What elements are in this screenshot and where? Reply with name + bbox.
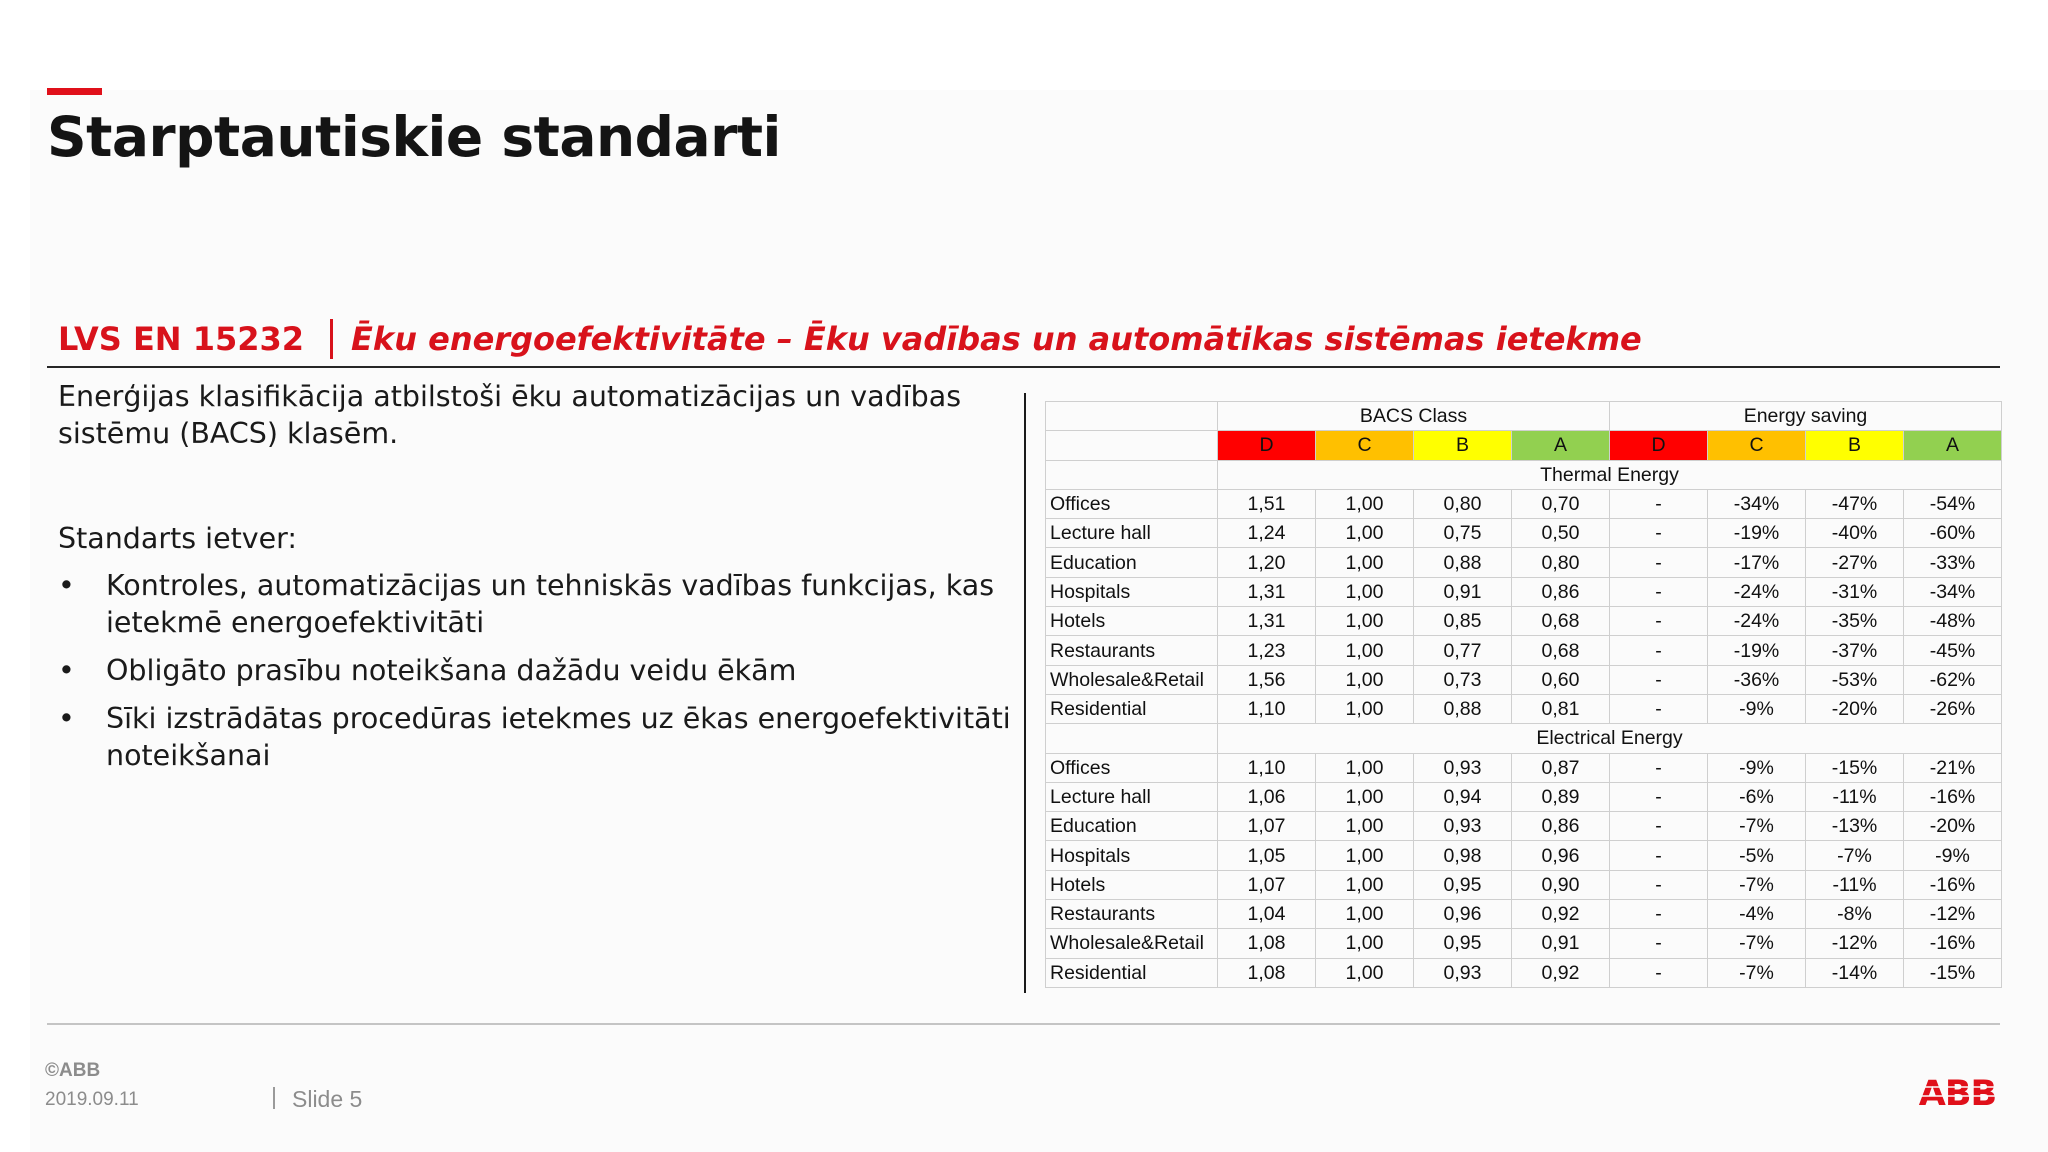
table-row (1046, 577, 2002, 606)
value-cell: 1,00 (1316, 665, 1414, 694)
table-row (1046, 548, 2002, 577)
value-cell: 0,95 (1414, 870, 1512, 899)
footer-date: 2019.09.11 (45, 1089, 139, 1110)
section-title: Thermal Energy (1218, 460, 2002, 489)
value-cell: -62% (1904, 665, 2002, 694)
table-row (1046, 929, 2002, 958)
value-cell: 1,00 (1316, 841, 1414, 870)
bullet-marker: • (58, 569, 75, 602)
value-cell: -12% (1806, 929, 1904, 958)
value-cell: -5% (1708, 841, 1806, 870)
title-accent-bar (47, 88, 102, 95)
building-type-cell: Hotels (1046, 870, 1218, 899)
building-type-cell: Residential (1046, 694, 1218, 723)
energy-saving-header: Energy saving (1610, 402, 2002, 431)
value-cell: -9% (1708, 753, 1806, 782)
slide-number: Slide 5 (292, 1086, 363, 1112)
value-cell: 0,96 (1414, 900, 1512, 929)
value-cell: 1,00 (1316, 753, 1414, 782)
value-cell: 0,93 (1414, 753, 1512, 782)
bullet-item (58, 567, 1018, 641)
building-type-cell: Offices (1046, 753, 1218, 782)
group-header-row (1046, 402, 2002, 431)
value-cell: -35% (1806, 607, 1904, 636)
value-cell: -21% (1904, 753, 2002, 782)
value-cell: -13% (1806, 812, 1904, 841)
table-row (1046, 812, 2002, 841)
value-cell: - (1610, 489, 1708, 518)
section-corner-cell (1046, 724, 1218, 753)
value-cell: - (1610, 929, 1708, 958)
building-type-cell: Hospitals (1046, 841, 1218, 870)
includes-label: Standarts ietver: (58, 522, 297, 555)
class-label-cell: C (1316, 431, 1414, 460)
value-cell: -7% (1708, 870, 1806, 899)
value-cell: -53% (1806, 665, 1904, 694)
table-row (1046, 958, 2002, 987)
value-cell: 1,31 (1218, 577, 1316, 606)
value-cell: - (1610, 753, 1708, 782)
value-cell: 0,94 (1414, 782, 1512, 811)
value-cell: - (1610, 958, 1708, 987)
value-cell: - (1610, 607, 1708, 636)
value-cell: -37% (1806, 636, 1904, 665)
value-cell: 0,88 (1414, 694, 1512, 723)
abb-logo (1915, 1075, 2000, 1108)
bullet-text: Sīki izstrādātas procedūras ietekmes uz ēkas energoefektivitāti noteikšanai (106, 702, 1011, 772)
value-cell: -36% (1708, 665, 1806, 694)
value-cell: 0,80 (1414, 489, 1512, 518)
value-cell: -54% (1904, 489, 2002, 518)
value-cell: -60% (1904, 519, 2002, 548)
value-cell: 1,56 (1218, 665, 1316, 694)
value-cell: 0,92 (1512, 958, 1610, 987)
value-cell: 1,00 (1316, 812, 1414, 841)
value-cell: -11% (1806, 782, 1904, 811)
building-type-cell: Offices (1046, 489, 1218, 518)
value-cell: 1,00 (1316, 870, 1414, 899)
value-cell: -45% (1904, 636, 2002, 665)
table-row (1046, 636, 2002, 665)
table-row (1046, 870, 2002, 899)
building-type-cell: Restaurants (1046, 900, 1218, 929)
value-cell: -12% (1904, 900, 2002, 929)
value-cell: 1,07 (1218, 870, 1316, 899)
footer-separator (273, 1087, 275, 1109)
intro-paragraph: Enerģijas klasifikācija atbilstoši ēku automatizācijas un vadības sistēmu (BACS) klasēm. (58, 380, 962, 450)
value-cell: 0,90 (1512, 870, 1610, 899)
building-type-cell: Education (1046, 812, 1218, 841)
value-cell: - (1610, 812, 1708, 841)
value-cell: 1,00 (1316, 958, 1414, 987)
value-cell: 1,31 (1218, 607, 1316, 636)
value-cell: 0,96 (1512, 841, 1610, 870)
value-cell: -7% (1708, 812, 1806, 841)
value-cell: 1,08 (1218, 929, 1316, 958)
value-cell: 1,05 (1218, 841, 1316, 870)
value-cell: -14% (1806, 958, 1904, 987)
value-cell: 1,00 (1316, 577, 1414, 606)
value-cell: 1,23 (1218, 636, 1316, 665)
value-cell: -16% (1904, 782, 2002, 811)
value-cell: 1,00 (1316, 489, 1414, 518)
bullet-marker: • (58, 654, 75, 687)
footer-divider (47, 1023, 2000, 1025)
value-cell: - (1610, 841, 1708, 870)
class-label-cell: D (1610, 431, 1708, 460)
value-cell: -26% (1904, 694, 2002, 723)
value-cell: 0,95 (1414, 929, 1512, 958)
value-cell: 1,00 (1316, 694, 1414, 723)
value-cell: 1,20 (1218, 548, 1316, 577)
value-cell: -9% (1708, 694, 1806, 723)
value-cell: 0,92 (1512, 900, 1610, 929)
standard-subtitle (58, 313, 1642, 365)
value-cell: -33% (1904, 548, 2002, 577)
value-cell: -47% (1806, 489, 1904, 518)
building-type-cell: Lecture hall (1046, 519, 1218, 548)
value-cell: 1,10 (1218, 753, 1316, 782)
standard-code: LVS EN 15232 (58, 320, 305, 358)
value-cell: 1,00 (1316, 548, 1414, 577)
value-cell: 0,88 (1414, 548, 1512, 577)
value-cell: -24% (1708, 607, 1806, 636)
value-cell: 0,75 (1414, 519, 1512, 548)
value-cell: 0,91 (1414, 577, 1512, 606)
class-label-cell: D (1218, 431, 1316, 460)
value-cell: 1,00 (1316, 636, 1414, 665)
value-cell: 0,68 (1512, 607, 1610, 636)
svg-text:ABB: ABB (1918, 1075, 1997, 1108)
building-type-cell: Wholesale&Retail (1046, 665, 1218, 694)
value-cell: 1,00 (1316, 519, 1414, 548)
bullet-text: Kontroles, automatizācijas un tehniskās vadības funkcijas, kas ietekmē energoefektivitāti (106, 569, 995, 639)
value-cell: -19% (1708, 636, 1806, 665)
bullet-item (58, 700, 1018, 774)
value-cell: -4% (1708, 900, 1806, 929)
value-cell: 0,87 (1512, 753, 1610, 782)
building-type-cell: Restaurants (1046, 636, 1218, 665)
bullet-text: Obligāto prasību noteikšana dažādu veidu ēkām (106, 654, 797, 687)
bacs-class-header: BACS Class (1218, 402, 1610, 431)
value-cell: -6% (1708, 782, 1806, 811)
value-cell: 0,81 (1512, 694, 1610, 723)
value-cell: -9% (1904, 841, 2002, 870)
page-title: Starptautiskie standarti (47, 105, 781, 169)
value-cell: 0,77 (1414, 636, 1512, 665)
value-cell: 1,00 (1316, 929, 1414, 958)
value-cell: -34% (1708, 489, 1806, 518)
value-cell: - (1610, 519, 1708, 548)
value-cell: -16% (1904, 870, 2002, 899)
value-cell: - (1610, 694, 1708, 723)
building-type-cell: Hospitals (1046, 577, 1218, 606)
header-corner-cell (1046, 402, 1218, 431)
value-cell: 0,73 (1414, 665, 1512, 694)
value-cell: - (1610, 577, 1708, 606)
value-cell: 1,07 (1218, 812, 1316, 841)
value-cell: -48% (1904, 607, 2002, 636)
class-corner-cell (1046, 431, 1218, 460)
class-label-cell: A (1904, 431, 2002, 460)
value-cell: -20% (1904, 812, 2002, 841)
value-cell: -7% (1708, 929, 1806, 958)
section-title-row (1046, 724, 2002, 753)
value-cell: - (1610, 900, 1708, 929)
value-cell: 0,60 (1512, 665, 1610, 694)
value-cell: 1,24 (1218, 519, 1316, 548)
class-label-row (1046, 431, 2002, 460)
value-cell: -16% (1904, 929, 2002, 958)
value-cell: 0,91 (1512, 929, 1610, 958)
value-cell: - (1610, 665, 1708, 694)
value-cell: 0,68 (1512, 636, 1610, 665)
value-cell: 1,51 (1218, 489, 1316, 518)
value-cell: -40% (1806, 519, 1904, 548)
section-corner-cell (1046, 460, 1218, 489)
value-cell: 0,93 (1414, 958, 1512, 987)
bullet-list (58, 567, 1018, 774)
table-row (1046, 900, 2002, 929)
column-divider (1024, 393, 1026, 993)
table-row (1046, 489, 2002, 518)
value-cell: -24% (1708, 577, 1806, 606)
value-cell: -27% (1806, 548, 1904, 577)
table-row (1046, 607, 2002, 636)
table-row (1046, 753, 2002, 782)
value-cell: 1,00 (1316, 900, 1414, 929)
value-cell: 1,10 (1218, 694, 1316, 723)
value-cell: 0,50 (1512, 519, 1610, 548)
value-cell: -8% (1806, 900, 1904, 929)
class-label-cell: A (1512, 431, 1610, 460)
subtitle-separator (330, 319, 333, 359)
body-text (58, 378, 1018, 785)
value-cell: -17% (1708, 548, 1806, 577)
building-type-cell: Wholesale&Retail (1046, 929, 1218, 958)
value-cell: -7% (1708, 958, 1806, 987)
value-cell: 1,08 (1218, 958, 1316, 987)
value-cell: -15% (1806, 753, 1904, 782)
value-cell: 0,98 (1414, 841, 1512, 870)
value-cell: 1,00 (1316, 607, 1414, 636)
value-cell: - (1610, 782, 1708, 811)
table-row (1046, 519, 2002, 548)
section-title: Electrical Energy (1218, 724, 2002, 753)
standard-description: Ēku energoefektivitāte – Ēku vadības un automātikas sistēmas ietekme (351, 320, 1642, 358)
value-cell: - (1610, 870, 1708, 899)
value-cell: -20% (1806, 694, 1904, 723)
value-cell: 1,06 (1218, 782, 1316, 811)
table-row (1046, 694, 2002, 723)
building-type-cell: Residential (1046, 958, 1218, 987)
value-cell: 0,80 (1512, 548, 1610, 577)
building-type-cell: Hotels (1046, 607, 1218, 636)
copyright-text: ©ABB (45, 1060, 101, 1081)
table-row (1046, 782, 2002, 811)
value-cell: - (1610, 636, 1708, 665)
class-label-cell: C (1708, 431, 1806, 460)
subtitle-divider (47, 366, 2000, 368)
value-cell: -7% (1806, 841, 1904, 870)
value-cell: 0,70 (1512, 489, 1610, 518)
value-cell: -11% (1806, 870, 1904, 899)
value-cell: 0,93 (1414, 812, 1512, 841)
bullet-item (58, 652, 1018, 689)
value-cell: 0,86 (1512, 577, 1610, 606)
section-title-row (1046, 460, 2002, 489)
value-cell: - (1610, 548, 1708, 577)
value-cell: 1,04 (1218, 900, 1316, 929)
value-cell: 0,86 (1512, 812, 1610, 841)
value-cell: -34% (1904, 577, 2002, 606)
value-cell: 1,00 (1316, 782, 1414, 811)
bullet-marker: • (58, 702, 75, 735)
value-cell: -15% (1904, 958, 2002, 987)
value-cell: 0,85 (1414, 607, 1512, 636)
table-row (1046, 841, 2002, 870)
building-type-cell: Education (1046, 548, 1218, 577)
value-cell: 0,89 (1512, 782, 1610, 811)
bacs-efficiency-table (1045, 401, 2002, 988)
class-label-cell: B (1414, 431, 1512, 460)
table-row (1046, 665, 2002, 694)
building-type-cell: Lecture hall (1046, 782, 1218, 811)
class-label-cell: B (1806, 431, 1904, 460)
value-cell: -19% (1708, 519, 1806, 548)
value-cell: -31% (1806, 577, 1904, 606)
